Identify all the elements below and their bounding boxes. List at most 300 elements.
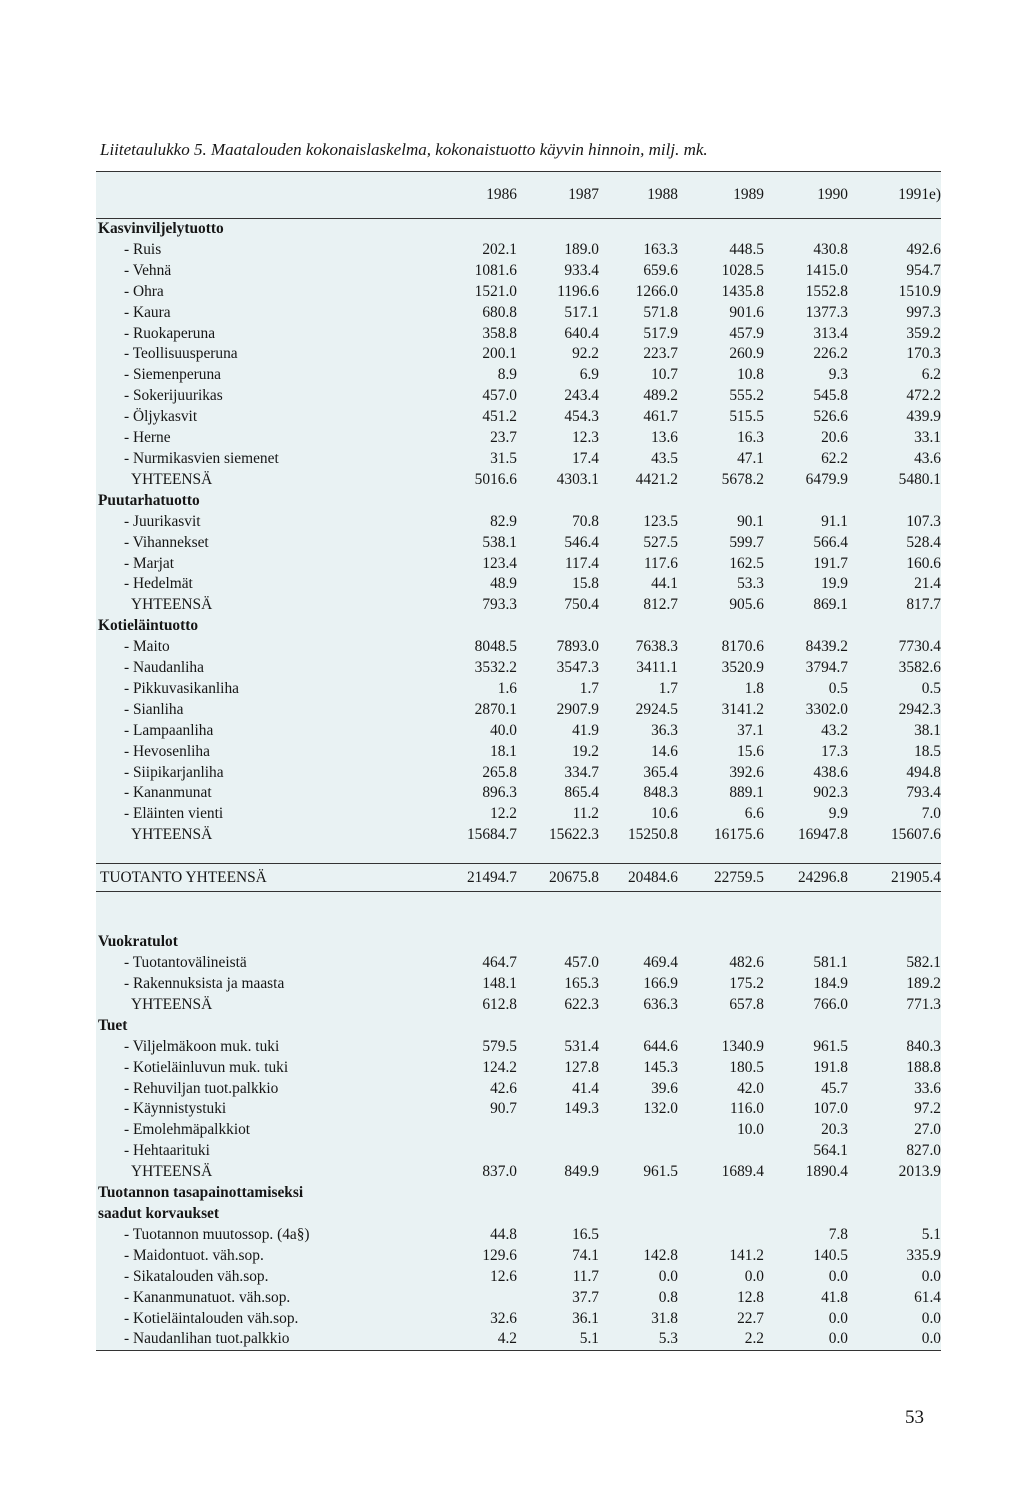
value-cell: [517, 219, 599, 240]
value-cell: 19.9: [821, 575, 848, 593]
value-cell: 2942.3: [898, 700, 941, 718]
value-cell: [517, 616, 599, 637]
value-cell: 849.9: [564, 1163, 599, 1181]
value-cell: 933.4: [564, 261, 599, 279]
value-cell: 1377.3: [805, 303, 848, 321]
value-cell: 265.8: [482, 763, 517, 781]
value-cell: 123.5: [643, 512, 678, 530]
table-row: [96, 721, 941, 742]
value-cell: 438.6: [813, 763, 848, 781]
value-cell: 1435.8: [721, 282, 764, 300]
section-row: [96, 1183, 941, 1204]
value-cell: 392.6: [729, 763, 764, 781]
row-label: - Naudanlihan tuot.palkkio: [96, 1329, 424, 1350]
table-row: [96, 533, 941, 554]
value-cell: 82.9: [490, 512, 517, 530]
value-cell: 165.3: [564, 975, 599, 992]
value-cell: 430.8: [813, 240, 848, 258]
value-cell: [599, 219, 678, 240]
value-cell: [678, 616, 764, 637]
table-row: [96, 763, 941, 784]
value-cell: 44.8: [490, 1225, 517, 1243]
value-cell: [599, 932, 678, 953]
value-cell: 1510.9: [898, 282, 941, 300]
value-cell: 8439.2: [805, 638, 848, 656]
row-label: YHTEENSÄ: [131, 596, 213, 614]
row-label: - Herne: [124, 429, 171, 447]
value-cell: 538.1: [482, 533, 517, 551]
value-cell: 223.7: [643, 345, 678, 363]
value-cell: [517, 892, 599, 933]
value-cell: 107.0: [813, 1100, 848, 1118]
table-row: [96, 637, 941, 658]
value-cell: 644.6: [643, 1037, 678, 1055]
value-cell: 1196.6: [557, 282, 599, 300]
value-cell: 555.2: [729, 387, 764, 405]
value-cell: 571.8: [643, 303, 678, 321]
table-row: [96, 1329, 941, 1350]
value-cell: [764, 1016, 848, 1037]
value-cell: 793.3: [482, 596, 517, 614]
table-row: [96, 783, 941, 804]
value-cell: 472.2: [906, 387, 941, 405]
value-cell: 581.1: [813, 954, 848, 972]
value-cell: [678, 219, 764, 240]
row-label: - Kotieläintalouden väh.sop.: [124, 1309, 299, 1327]
value-cell: 2907.9: [556, 700, 599, 718]
value-cell: 90.1: [737, 512, 764, 530]
value-cell: 848.3: [643, 784, 678, 802]
value-cell: [848, 1183, 941, 1204]
row-label: Kotieläintuotto: [98, 617, 199, 635]
row-label: TUOTANTO YHTEENSÄ: [100, 869, 267, 887]
value-cell: 448.5: [729, 240, 764, 258]
section-row: [96, 1016, 941, 1037]
table-row: [96, 742, 941, 763]
value-cell: 9.3: [828, 366, 848, 384]
value-cell: 13.6: [651, 429, 678, 447]
value-cell: 163.3: [643, 240, 678, 258]
value-cell: 2.2: [678, 1329, 764, 1350]
value-cell: 48.9: [490, 575, 517, 593]
row-label: - Lampaanliha: [124, 721, 214, 739]
value-cell: 1552.8: [805, 282, 848, 300]
value-cell: 8048.5: [474, 638, 517, 656]
value-cell: 5.3: [599, 1329, 678, 1350]
value-cell: 961.5: [643, 1163, 678, 1181]
value-cell: 0.0: [921, 1309, 941, 1327]
value-cell: 1081.6: [474, 261, 517, 279]
value-cell: 20.3: [821, 1121, 848, 1139]
value-cell: [424, 1120, 517, 1141]
value-cell: 141.2: [729, 1246, 764, 1264]
table-row: [96, 386, 941, 407]
header-year: 1991e): [848, 172, 941, 219]
row-label: - Nurmikasvien siemenet: [124, 449, 279, 467]
value-cell: 313.4: [813, 324, 848, 342]
value-cell: 42.6: [490, 1079, 517, 1097]
row-label: - Juurikasvit: [124, 512, 201, 530]
value-cell: 11.7: [572, 1267, 599, 1285]
value-cell: 15.8: [572, 575, 599, 593]
value-cell: 954.7: [906, 261, 941, 279]
value-cell: 546.4: [564, 533, 599, 551]
total-row: [96, 470, 941, 491]
value-cell: 464.7: [482, 954, 517, 972]
value-cell: 5.1: [517, 1329, 599, 1350]
row-label: saadut korvaukset: [98, 1204, 220, 1222]
table-row: [96, 324, 941, 345]
value-cell: 16.5: [572, 1225, 599, 1243]
total-row: [96, 995, 941, 1016]
value-cell: 191.8: [813, 1058, 848, 1076]
value-cell: [764, 1204, 848, 1225]
value-cell: 47.1: [737, 449, 764, 467]
value-cell: 16947.8: [797, 826, 848, 844]
value-cell: 202.1: [482, 240, 517, 258]
value-cell: 22.7: [737, 1309, 764, 1327]
value-cell: 127.8: [564, 1058, 599, 1076]
value-cell: 545.8: [813, 387, 848, 405]
value-cell: 359.2: [906, 324, 941, 342]
value-cell: 451.2: [482, 408, 517, 426]
value-cell: 750.4: [564, 596, 599, 614]
spacer-row: [96, 892, 941, 933]
value-cell: 243.4: [564, 387, 599, 405]
value-cell: 45.7: [821, 1079, 848, 1097]
value-cell: 32.6: [490, 1309, 517, 1327]
row-label: - Marjat: [124, 554, 174, 572]
value-cell: [424, 1016, 517, 1037]
row-label: - Ruokaperuna: [124, 324, 216, 342]
value-cell: [678, 1141, 764, 1162]
row-label: Tuet: [98, 1016, 128, 1034]
value-cell: 335.9: [906, 1246, 941, 1264]
value-cell: 365.4: [643, 763, 678, 781]
value-cell: 16175.6: [713, 826, 764, 844]
value-cell: 812.7: [643, 596, 678, 614]
value-cell: 41.9: [572, 721, 599, 739]
value-cell: 31.5: [490, 449, 517, 467]
table-row: [96, 1246, 941, 1267]
value-cell: [599, 1183, 678, 1204]
value-cell: 526.6: [813, 408, 848, 426]
value-cell: 1689.4: [721, 1163, 764, 1181]
value-cell: 0.0: [848, 1329, 941, 1350]
value-cell: 20484.6: [627, 869, 678, 887]
value-cell: 2924.5: [635, 700, 678, 718]
value-cell: [848, 491, 941, 512]
value-cell: 260.9: [729, 345, 764, 363]
table-row: [96, 282, 941, 303]
value-cell: 3411.1: [636, 659, 678, 677]
value-cell: 1340.9: [721, 1037, 764, 1055]
value-cell: 901.6: [729, 303, 764, 321]
value-cell: 566.4: [813, 533, 848, 551]
table-row: [96, 658, 941, 679]
value-cell: [599, 491, 678, 512]
value-cell: 4303.1: [556, 470, 599, 488]
value-cell: 31.8: [651, 1309, 678, 1327]
row-label: - Hehtaarituki: [124, 1142, 210, 1160]
row-label: - Sikatalouden väh.sop.: [124, 1267, 269, 1285]
value-cell: [517, 932, 599, 953]
value-cell: [599, 892, 678, 933]
value-cell: 4421.2: [635, 470, 678, 488]
value-cell: [599, 1204, 678, 1225]
value-cell: [764, 1183, 848, 1204]
section-row: [96, 491, 941, 512]
section-row: [96, 219, 941, 240]
value-cell: [678, 1204, 764, 1225]
value-cell: 840.3: [906, 1037, 941, 1055]
value-cell: 334.7: [564, 763, 599, 781]
value-cell: 461.7: [643, 408, 678, 426]
value-cell: 140.5: [813, 1246, 848, 1264]
value-cell: 622.3: [564, 995, 599, 1013]
table-row: [96, 365, 941, 386]
value-cell: 640.4: [564, 324, 599, 342]
value-cell: 117.4: [564, 554, 599, 572]
row-label: - Naudanliha: [124, 659, 204, 677]
value-cell: 896.3: [482, 784, 517, 802]
row-label: - Vehnä: [124, 261, 172, 279]
value-cell: 16.3: [737, 429, 764, 447]
value-cell: 175.2: [729, 975, 764, 992]
value-cell: [848, 1204, 941, 1225]
value-cell: [424, 1288, 517, 1309]
value-cell: [764, 932, 848, 953]
value-cell: 124.2: [482, 1058, 517, 1076]
value-cell: 92.2: [572, 345, 599, 363]
value-cell: 117.6: [643, 554, 678, 572]
value-cell: 148.1: [482, 975, 517, 992]
value-cell: 43.2: [821, 721, 848, 739]
row-label: Tuotannon tasapainottamiseksi: [98, 1184, 304, 1202]
value-cell: 817.7: [906, 596, 941, 614]
row-label: - Kaura: [124, 303, 171, 321]
value-cell: 15607.6: [890, 826, 941, 844]
table-row: [96, 407, 941, 428]
value-cell: 6.6: [744, 805, 764, 823]
value-cell: 0.8: [658, 1288, 678, 1306]
row-label: - Käynnistystuki: [124, 1100, 227, 1118]
value-cell: 492.6: [906, 240, 941, 258]
value-cell: [517, 1183, 599, 1204]
value-cell: [424, 1204, 517, 1225]
value-cell: 41.8: [821, 1288, 848, 1306]
value-cell: 37.1: [737, 721, 764, 739]
value-cell: 454.3: [564, 408, 599, 426]
value-cell: 142.8: [643, 1246, 678, 1264]
value-cell: [517, 1141, 599, 1162]
value-cell: 10.0: [737, 1121, 764, 1139]
value-cell: 23.7: [490, 429, 517, 447]
value-cell: 39.6: [651, 1079, 678, 1097]
table-row: [96, 679, 941, 700]
value-cell: 27.0: [914, 1121, 941, 1139]
value-cell: 15250.8: [627, 826, 678, 844]
row-label: - Tuotannon muutossop. (4a§): [124, 1225, 310, 1243]
row-label: - Rehuviljan tuot.palkkio: [124, 1079, 279, 1097]
value-cell: 6479.9: [805, 470, 848, 488]
value-cell: 40.0: [490, 721, 517, 739]
value-cell: [678, 846, 764, 864]
value-cell: 41.4: [572, 1079, 599, 1097]
value-cell: 10.8: [737, 366, 764, 384]
value-cell: 38.1: [914, 721, 941, 739]
value-cell: 657.8: [729, 995, 764, 1013]
value-cell: 599.7: [729, 533, 764, 551]
value-cell: 793.4: [906, 784, 941, 802]
value-cell: 8170.6: [721, 638, 764, 656]
row-label: - Pikkuvasikanliha: [124, 679, 239, 697]
value-cell: [424, 1183, 517, 1204]
value-cell: [678, 892, 764, 933]
value-cell: 36.3: [651, 721, 678, 739]
table-row: [96, 240, 941, 261]
value-cell: [848, 892, 941, 933]
value-cell: 18.5: [914, 742, 941, 760]
value-cell: [678, 1183, 764, 1204]
value-cell: 517.9: [643, 324, 678, 342]
value-cell: 145.3: [643, 1058, 678, 1076]
value-cell: [764, 219, 848, 240]
table-row: [96, 1141, 941, 1162]
value-cell: 579.5: [482, 1037, 517, 1055]
value-cell: 116.0: [729, 1100, 764, 1118]
value-cell: 3794.7: [805, 659, 848, 677]
value-cell: [599, 1141, 678, 1162]
row-label: - Siemenperuna: [124, 366, 222, 384]
value-cell: 494.8: [906, 763, 941, 781]
value-cell: 107.3: [906, 512, 941, 530]
value-cell: 188.8: [906, 1058, 941, 1076]
value-cell: 184.9: [813, 975, 848, 992]
value-cell: 19.2: [572, 742, 599, 760]
value-cell: 564.1: [813, 1142, 848, 1160]
value-cell: 1.7: [579, 679, 599, 697]
value-cell: 7893.0: [556, 638, 599, 656]
value-cell: 457.0: [564, 954, 599, 972]
value-cell: 3532.2: [474, 659, 517, 677]
value-cell: [848, 219, 941, 240]
value-cell: 91.1: [821, 512, 848, 530]
table-row: [96, 512, 941, 533]
row-label: YHTEENSÄ: [131, 470, 213, 488]
value-cell: 191.7: [813, 554, 848, 572]
value-cell: 5.1: [921, 1225, 941, 1243]
value-cell: 1415.0: [805, 261, 848, 279]
value-cell: 20.6: [821, 429, 848, 447]
table-row: [96, 344, 941, 365]
table-row: [96, 804, 941, 825]
value-cell: [678, 491, 764, 512]
value-cell: 37.7: [572, 1288, 599, 1306]
value-cell: 62.2: [821, 449, 848, 467]
value-cell: 482.6: [729, 954, 764, 972]
value-cell: 11.2: [572, 805, 599, 823]
row-label: - Viljelmäkoon muk. tuki: [124, 1037, 280, 1055]
value-cell: [599, 616, 678, 637]
value-cell: 5678.2: [721, 470, 764, 488]
table-row: [96, 554, 941, 575]
value-cell: 3520.9: [721, 659, 764, 677]
value-cell: 4.2: [424, 1329, 517, 1350]
value-cell: 129.6: [482, 1246, 517, 1264]
value-cell: [517, 846, 599, 864]
row-label: - Tuotantovälineistä: [124, 954, 247, 972]
value-cell: 1521.0: [474, 282, 517, 300]
value-cell: 612.8: [482, 995, 517, 1013]
section-row: [96, 616, 941, 637]
table-row: [96, 449, 941, 470]
value-cell: 189.2: [906, 975, 941, 992]
value-cell: 1.7: [658, 679, 678, 697]
value-cell: [764, 846, 848, 864]
value-cell: 515.5: [729, 408, 764, 426]
value-cell: 12.8: [737, 1288, 764, 1306]
header-row: [96, 172, 941, 219]
value-cell: 771.3: [906, 995, 941, 1013]
value-cell: 22759.5: [713, 869, 764, 887]
value-cell: 33.6: [914, 1079, 941, 1097]
table-row: [96, 1225, 941, 1246]
value-cell: [764, 616, 848, 637]
value-cell: 889.1: [729, 784, 764, 802]
value-cell: 659.6: [643, 261, 678, 279]
row-label: - Emolehmäpalkkiot: [124, 1121, 251, 1139]
value-cell: [424, 616, 517, 637]
table-caption: Liitetaulukko 5. Maatalouden kokonaislaskelma, kokonaistuotto käyvin hinnoin, milj. mk.: [100, 140, 708, 159]
value-cell: 766.0: [813, 995, 848, 1013]
value-cell: 0.0: [828, 1309, 848, 1327]
value-cell: 3302.0: [805, 700, 848, 718]
value-cell: 7.8: [828, 1225, 848, 1243]
value-cell: 43.5: [651, 449, 678, 467]
value-cell: 160.6: [906, 554, 941, 572]
header-year: 1987: [517, 172, 599, 219]
value-cell: 837.0: [482, 1163, 517, 1181]
value-cell: [517, 491, 599, 512]
value-cell: 961.5: [813, 1037, 848, 1055]
value-cell: [599, 846, 678, 864]
value-cell: 3141.2: [721, 700, 764, 718]
value-cell: 162.5: [729, 554, 764, 572]
value-cell: 517.1: [564, 303, 599, 321]
row-label: - Hevosenliha: [124, 742, 210, 760]
value-cell: 189.0: [564, 240, 599, 258]
row-label: YHTEENSÄ: [131, 826, 213, 844]
value-cell: 43.6: [914, 449, 941, 467]
value-cell: 0.5: [921, 679, 941, 697]
value-cell: 457.9: [729, 324, 764, 342]
row-label: Puutarhatuotto: [98, 491, 200, 509]
value-cell: 3547.3: [556, 659, 599, 677]
value-cell: 44.1: [651, 575, 678, 593]
table-row: [96, 1309, 941, 1330]
row-label: - Hedelmät: [124, 575, 193, 593]
table-row: [96, 1099, 941, 1120]
row-label: - Vihannekset: [124, 533, 209, 551]
value-cell: 7638.3: [635, 638, 678, 656]
table-row: [96, 574, 941, 595]
value-cell: 2013.9: [898, 1163, 941, 1181]
value-cell: 123.4: [482, 554, 517, 572]
value-cell: 9.9: [828, 805, 848, 823]
header-label-cell: [96, 172, 424, 219]
value-cell: 1028.5: [721, 261, 764, 279]
